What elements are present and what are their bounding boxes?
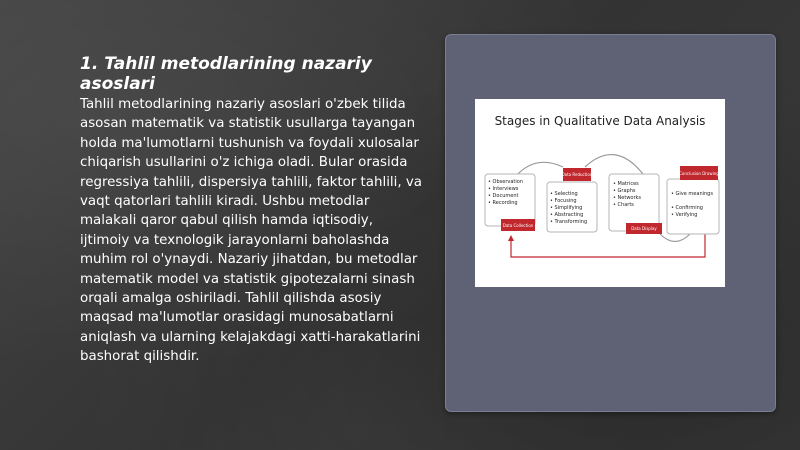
display-item: • Matrices <box>613 181 639 187</box>
diagram-title: Stages in Qualitative Data Analysis <box>494 114 706 128</box>
slide-text-block <box>80 54 430 365</box>
collection-item: • Recording <box>488 200 518 206</box>
diagram-graphic <box>475 99 725 287</box>
data-reduction-tag-label: Data Reduction <box>561 172 593 177</box>
reduction-item: • Abstracting <box>550 212 584 218</box>
arc-reduction-to-display <box>585 155 643 174</box>
display-item: • Graphs <box>613 188 636 194</box>
arc-display-to-conclusion <box>660 234 690 242</box>
feedback-loop-arrow <box>511 234 705 257</box>
data-display-tag-label: Data Display <box>631 226 657 231</box>
qualitative-analysis-diagram <box>475 99 725 287</box>
slide-heading: 1. Tahlil metodlarining nazariy asoslari <box>80 54 372 94</box>
display-item: • Networks <box>613 195 642 201</box>
reduction-item: • Selecting <box>550 191 578 197</box>
collection-item: • Observation <box>488 179 523 185</box>
reduction-item: • Simplifying <box>550 205 583 211</box>
reduction-item: • Transforming <box>550 219 588 225</box>
conclusion-tag-label: Conclusion Drawing <box>679 171 719 176</box>
conclusion-item: • Give meanings <box>671 191 713 197</box>
collection-item: • Document <box>488 193 519 199</box>
conclusion-item: • Confirming <box>671 205 703 211</box>
reduction-item: • Focusing <box>550 198 577 204</box>
data-collection-tag-label: Data Collection <box>502 223 534 228</box>
slide-body-text: Tahlil metodlarining nazariy asoslari o'zbek tilida asosan matematik va statistik usullarga tayangan holda ma'lumotlarni tushunish va foydali xulosalar chiqarish usullarini o'z ichiga oladi. Bular orasida regressiya tahlili, dispersiya tahlili, faktor tahlili, va vaqt qatorlari tahlili kiradi. Ushbu metodlar malakali qaror qabul qilish hamda iqtisodiy, ijtimoiy va texnologik jarayonlarni baholashda muhim rol o'ynaydi. Nazariy jihatdan, bu metodlar matematik model va statistik gipotezalarni sinash orqali amalga oshiriladi. Tahlil qilishda asosiy maqsad ma'lumotlar orasidagi munosabatlarni aniqlash va ularning kelajakdagi xatti-harakatlarini bashorat qilishdir. <box>80 97 423 365</box>
collection-item: • Interviews <box>488 186 519 192</box>
display-item: • Charts <box>613 202 634 208</box>
feedback-arrowhead <box>508 235 514 241</box>
conclusion-item: • Verifying <box>671 212 698 218</box>
